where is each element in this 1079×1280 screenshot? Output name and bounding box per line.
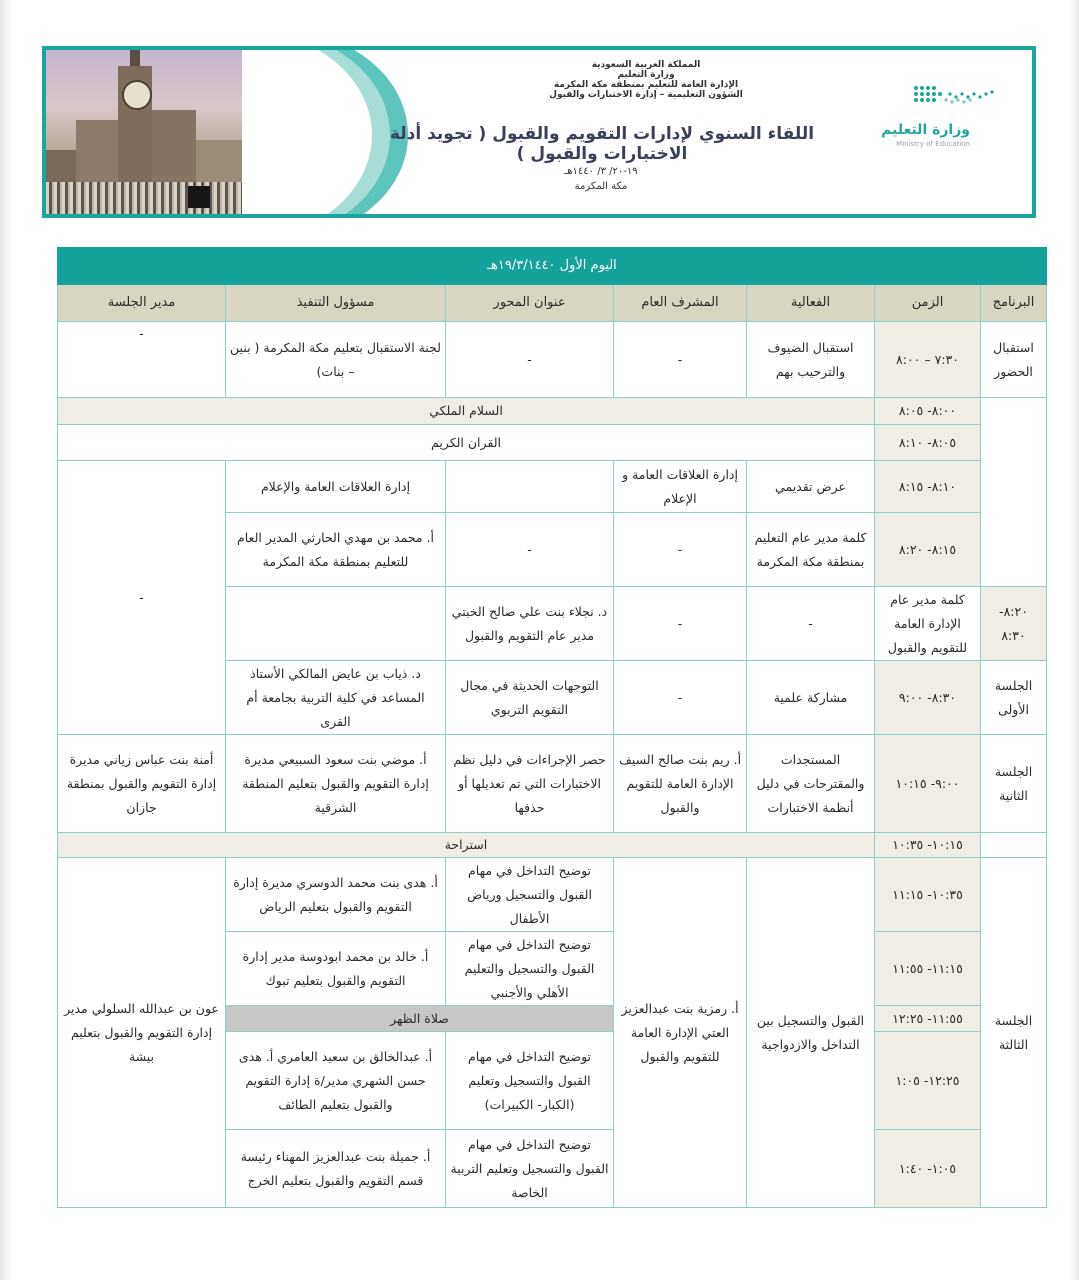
quran-cell: القران الكريم <box>58 425 875 461</box>
header-line: المملكة العربية السعودية <box>591 60 701 70</box>
col-program: البرنامج <box>981 285 1047 322</box>
activity-cell: مشاركة علمية <box>747 661 875 735</box>
executor-cell: لجنة الاستقبال بتعليم مكة المكرمة ( بنين – بنات) <box>226 322 446 398</box>
executor-cell: أ. جميلة بنت عبدالعزيز المهناء رئيسة قسم التقويم والقبول بتعليم الخرج <box>226 1130 446 1208</box>
supervisor-cell: - <box>614 513 747 587</box>
time-cell: ٨:٠٥- ٨:١٠ <box>875 425 981 461</box>
program-cell: الجلسة الثانية <box>981 735 1047 833</box>
col-supervisor: المشرف العام <box>614 285 747 322</box>
time-cell: ١٢:٢٥- ١:٠٥ <box>875 1032 981 1130</box>
ministry-logo-text: وزارة التعليم <box>881 122 970 138</box>
conference-banner <box>42 46 1036 218</box>
chair-cell: - <box>58 461 226 735</box>
time-cell: ٨:٢٠- ٨:٣٠ <box>981 587 1047 661</box>
table-row <box>58 461 1047 513</box>
program-cell: الجلسة الثالثة <box>981 858 1047 1208</box>
schedule-table <box>57 247 1047 1208</box>
time-cell: ١:٠٥- ١:٤٠ <box>875 1130 981 1208</box>
conference-dates: ١٩-٢٠/ ٣/ ١٤٤٠هـ <box>564 166 638 177</box>
ministry-logo-icon <box>910 84 1000 108</box>
activity-cell: القبول والتسجيل بين التداخل والازدواجية <box>747 858 875 1208</box>
time-cell: ١٠:٣٥- ١١:١٥ <box>875 858 981 932</box>
supervisor-cell: - <box>614 322 747 398</box>
topic-cell: - <box>446 513 614 587</box>
program-cell-empty <box>981 398 1047 587</box>
col-chair: مدير الجلسة <box>58 285 226 322</box>
program-cell: الجلسة الأولى <box>981 661 1047 735</box>
activity-cell: كلمة مدير عام الإدارة العامة للتقويم والقبول <box>875 587 981 661</box>
program-cell: استقبال الحضور <box>981 322 1047 398</box>
table-row <box>58 322 1047 398</box>
topic-cell <box>446 461 614 513</box>
table-row <box>58 398 1047 425</box>
day-title: اليوم الأول ١٩/٣/١٤٤٠هـ <box>58 248 1047 285</box>
supervisor-cell: - <box>747 587 875 661</box>
executor-cell: إدارة العلاقات العامة والإعلام <box>226 461 446 513</box>
executor-cell: د. نجلاء بنت علي صالح الخبتي مدير عام التقويم والقبول <box>446 587 614 661</box>
col-activity: الفعالية <box>747 285 875 322</box>
topic-cell: توضيح التداخل في مهام القبول والتسجيل وتعليم التربية الخاصة <box>446 1130 614 1208</box>
header-line: الشؤون التعليمية – إدارة الاختبارات والقبول <box>549 90 743 100</box>
topic-cell: - <box>614 587 747 661</box>
column-header-row <box>58 285 1047 322</box>
conference-location: مكة المكرمة <box>574 181 628 192</box>
page-edge-right <box>1069 0 1079 1280</box>
time-cell: ٨:٣٠- ٩:٠٠ <box>875 661 981 735</box>
topic-cell: توضيح التداخل في مهام القبول والتسجيل ورياض الأطفال <box>446 858 614 932</box>
topic-cell: حصر الإجراءات في دليل نظم الاختبارات التي تم تعديلها أو حذفها <box>446 735 614 833</box>
chair-cell: - <box>58 322 226 398</box>
topic-cell: - <box>446 322 614 398</box>
activity-cell: استقبال الضيوف والترحيب بهم <box>747 322 875 398</box>
col-time: الزمن <box>875 285 981 322</box>
table-row <box>58 858 1047 932</box>
time-cell: ٧:٣٠ – ٨:٠٠ <box>875 322 981 398</box>
header-line: الإدارة العامة للتعليم بمنطقة مكة المكرمة <box>553 80 739 90</box>
topic-cell: توضيح التداخل في مهام القبول والتسجيل والتعليم الأهلي والأجنبي <box>446 932 614 1006</box>
activity-cell: عرض تقديمي <box>747 461 875 513</box>
supervisor-cell: - <box>614 661 747 735</box>
prayer-cell: صلاة الظهر <box>226 1006 614 1032</box>
table-row <box>58 425 1047 461</box>
time-cell: ١٠:١٥- ١٠:٣٥ <box>875 833 981 858</box>
chair-cell: عون بن عبدالله السلولي مدير إدارة التقويم والقبول بتعليم بيشة <box>58 858 226 1208</box>
executor-cell: أ. محمد بن مهدي الحارثي المدير العام للتعليم بمنطقة مكة المكرمة <box>226 513 446 587</box>
col-topic: عنوان المحور <box>446 285 614 322</box>
time-cell: ٩:٠٠- ١٠:١٥ <box>875 735 981 833</box>
header-line: وزارة التعليم <box>617 70 675 80</box>
break-cell: استراحة <box>58 833 875 858</box>
conference-title: اللقاء السنوي لإدارات التقويم والقبول ( تجويد أدلة الاختبارات والقبول ) <box>389 124 815 164</box>
time-cell: ١١:١٥- ١١:٥٥ <box>875 932 981 1006</box>
supervisor-cell: أ. ريم بنت صالح السيف الإدارة العامة للتقويم والقبول <box>614 735 747 833</box>
supervisor-cell: إدارة العلاقات العامة و الإعلام <box>614 461 747 513</box>
topic-cell: التوجهات الحديثة في مجال التقويم التربوي <box>446 661 614 735</box>
conference-dates-block <box>516 164 686 194</box>
table-row <box>58 833 1047 858</box>
time-cell: ٨:١٥- ٨:٢٠ <box>875 513 981 587</box>
col-executor: مسؤول التنفيذ <box>226 285 446 322</box>
time-cell: ٨:٠٠- ٨:٠٥ <box>875 398 981 425</box>
day-title-row <box>58 248 1047 285</box>
time-cell: ١١:٥٥- ١٢:٢٥ <box>875 1006 981 1032</box>
page-edge-left <box>0 0 12 1280</box>
activity-cell: كلمة مدير عام التعليم بمنطقة مكة المكرمة <box>747 513 875 587</box>
activity-cell: المستجدات والمقترحات في دليل أنظمة الاختبارات <box>747 735 875 833</box>
topic-cell: توضيح التداخل في مهام القبول والتسجيل وتعليم (الكبار- الكبيرات) <box>446 1032 614 1130</box>
time-cell: ٨:١٠- ٨:١٥ <box>875 461 981 513</box>
executor-cell: أ. خالد بن محمد ابودوسة مدير إدارة التقويم والقبول بتعليم تبوك <box>226 932 446 1006</box>
table-row <box>58 735 1047 833</box>
program-cell-empty <box>981 833 1047 858</box>
supervisor-cell: أ. رمزية بنت عبدالعزيز العتي الإدارة العامة للتقويم والقبول <box>614 858 747 1208</box>
executor-cell: أ. عبدالخالق بن سعيد العامري أ. هدى حسن الشهري مدير/ة إدارة التقويم والقبول بتعليم الطائف <box>226 1032 446 1130</box>
chair-cell: أمنة بنت عباس زياني مديرة إدارة التقويم والقبول بمنطقة جازان <box>58 735 226 833</box>
ministry-logo-subtitle: Ministry of Education <box>896 140 970 148</box>
executor-cell: أ. هدى بنت محمد الدوسري مديرة إدارة التقويم والقبول بتعليم الرياض <box>226 858 446 932</box>
ministry-header <box>516 60 776 100</box>
executor-cell: أ. موضي بنت سعود السبيعي مديرة إدارة التقويم والقبول بتعليم المنطقة الشرقية <box>226 735 446 833</box>
executor-cell: د. ذياب بن عايض المالكي الأستاذ المساعد في كلية التربية بجامعة أم القرى <box>226 661 446 735</box>
anthem-cell: السلام الملكي <box>58 398 875 425</box>
